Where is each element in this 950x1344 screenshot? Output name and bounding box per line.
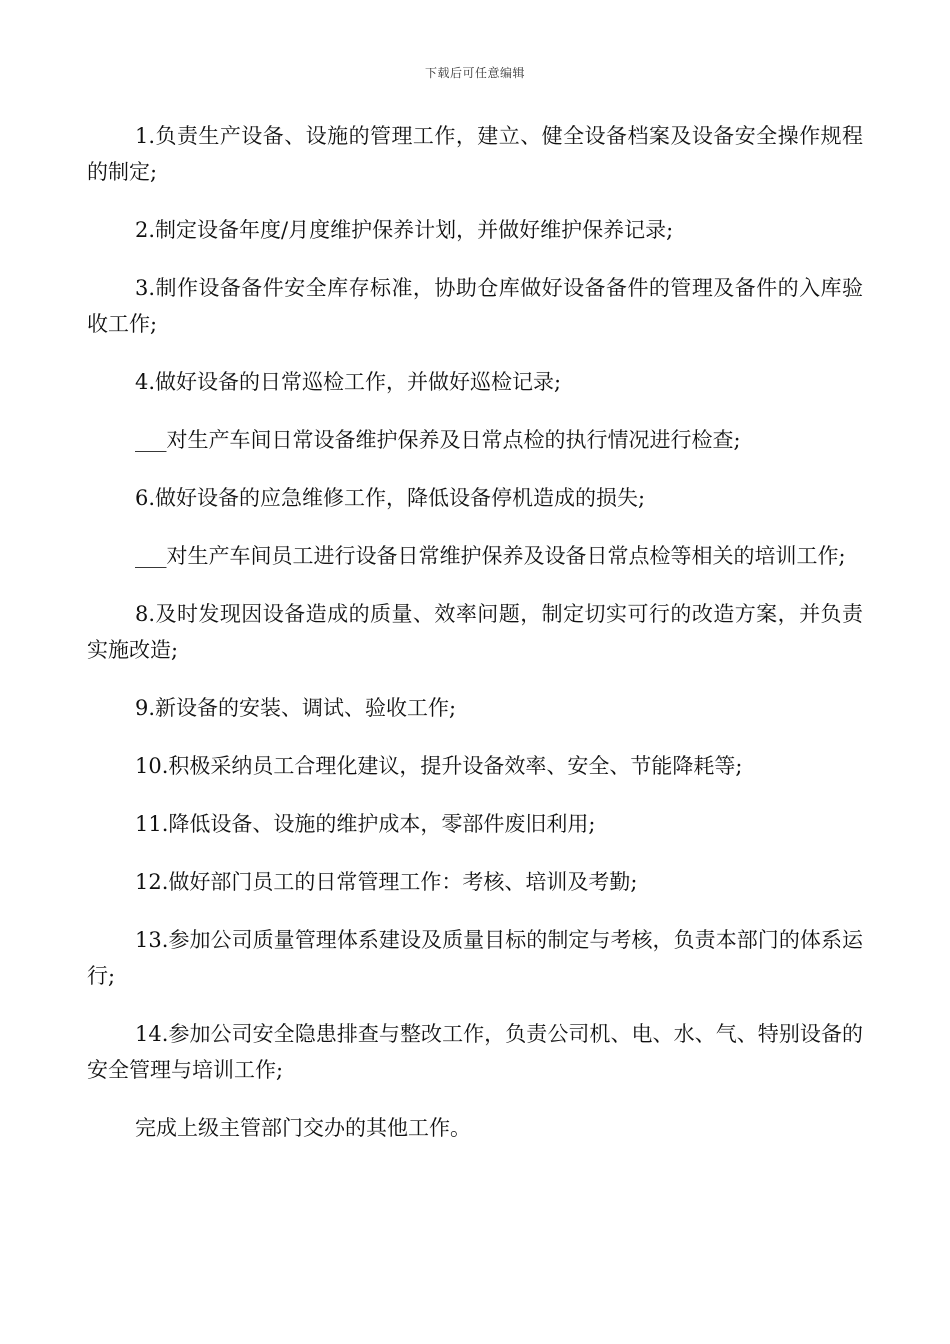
paragraph-closing: 完成上级主管部门交办的其他工作。 [135, 1116, 471, 1140]
document-body [87, 118, 863, 1168]
paragraph-5: ___对生产车间日常设备维护保养及日常点检的执行情况进行检查; [135, 428, 741, 452]
page-header: 下载后可任意编辑 [424, 66, 525, 80]
paragraph-14: 14.参加公司安全隐患排查与整改工作，负责公司机、电、水、气、特别设备的安全管理与培训工作; [87, 1022, 863, 1082]
paragraph-1: 1.负责生产设备、设施的管理工作，建立、健全设备档案及设备安全操作规程的制定; [87, 124, 863, 184]
paragraph-11: 11.降低设备、设施的维护成本，零部件废旧利用; [135, 812, 596, 836]
paragraph-10: 10.积极采纳员工合理化建议，提升设备效率、安全、节能降耗等; [135, 754, 743, 778]
paragraph-13: 13.参加公司质量管理体系建设及质量目标的制定与考核，负责本部门的体系运行; [87, 928, 863, 988]
paragraph-9: 9.新设备的安装、调试、验收工作; [135, 696, 457, 720]
paragraph-8: 8.及时发现因设备造成的质量、效率问题，制定切实可行的改造方案，并负责实施改造; [87, 602, 863, 662]
paragraph-2: 2.制定设备年度/月度维护保养计划，并做好维护保养记录; [135, 218, 674, 242]
paragraph-6: 6.做好设备的应急维修工作，降低设备停机造成的损失; [135, 486, 646, 510]
paragraph-7: ___对生产车间员工进行设备日常维护保养及设备日常点检等相关的培训工作; [135, 544, 846, 568]
paragraph-4: 4.做好设备的日常巡检工作，并做好巡检记录; [135, 370, 562, 394]
paragraph-3: 3.制作设备备件安全库存标准，协助仓库做好设备备件的管理及备件的入库验收工作; [87, 276, 863, 336]
paragraph-12: 12.做好部门员工的日常管理工作：考核、培训及考勤; [135, 870, 638, 894]
